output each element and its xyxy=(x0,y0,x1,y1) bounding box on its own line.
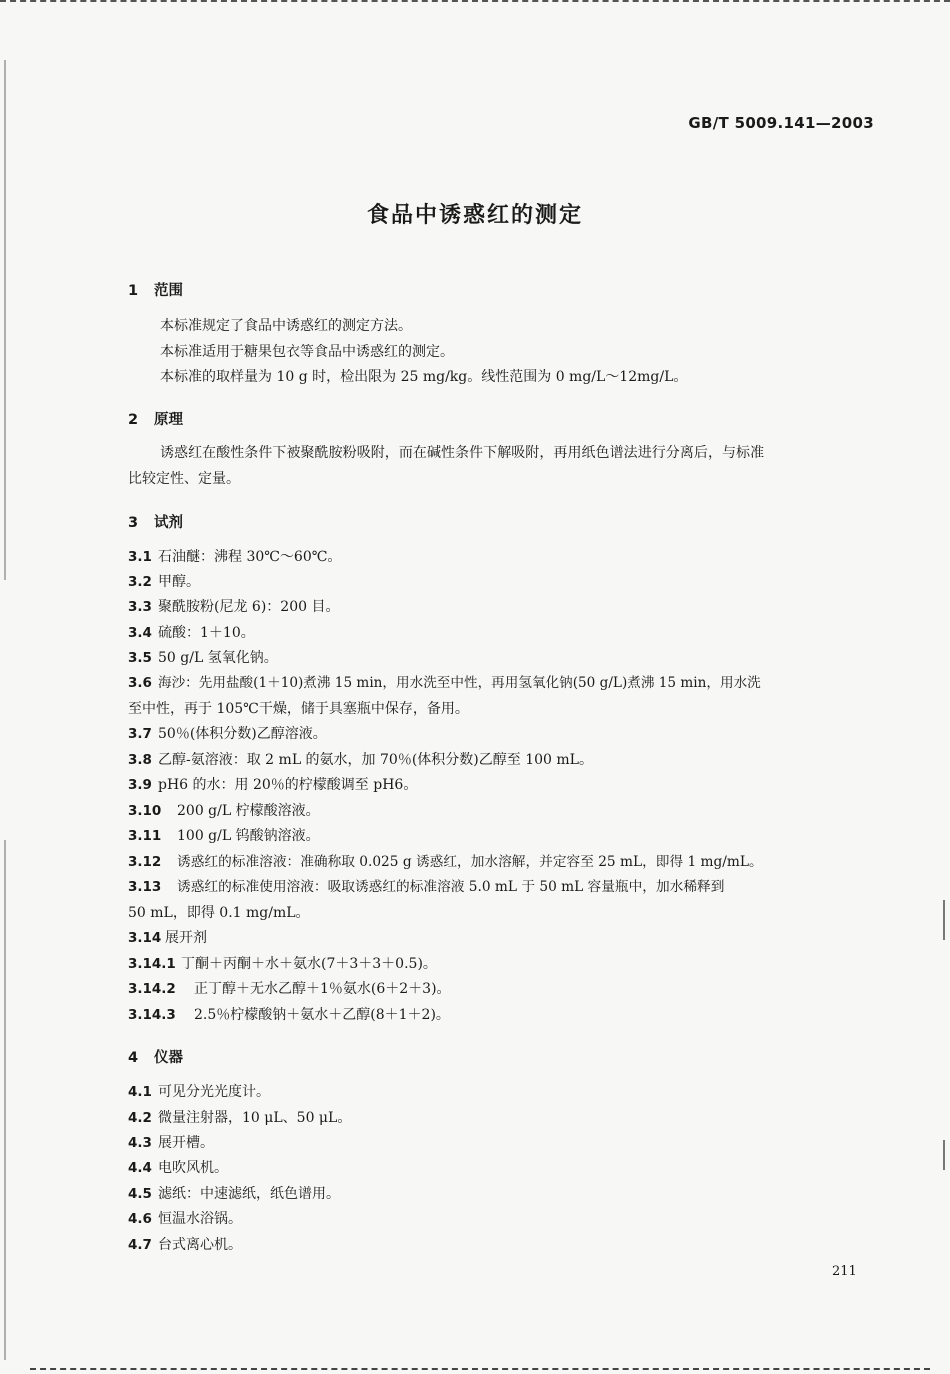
list-item xyxy=(128,877,724,897)
list-item xyxy=(128,852,763,872)
section-number: 4 xyxy=(128,1050,139,1066)
item-text: 石油醚：沸程 30℃～60℃。 xyxy=(158,549,342,565)
list-item xyxy=(128,801,320,821)
item-number: 3.8 xyxy=(128,752,152,768)
item-number: 4.2 xyxy=(128,1110,152,1126)
item-number: 4.1 xyxy=(128,1084,152,1100)
item-text: 诱惑红的标准使用溶液：吸取诱惑红的标准溶液 5.0 mL 于 50 mL 容量瓶中，加水稀释到 xyxy=(177,879,725,895)
list-item xyxy=(128,572,200,592)
item-number: 4.3 xyxy=(128,1135,152,1151)
section-title: 仪器 xyxy=(154,1050,183,1066)
item-text: 台式离心机。 xyxy=(158,1237,242,1253)
list-item xyxy=(128,928,207,948)
paragraph: 诱惑红在酸性条件下被聚酰胺粉吸附，而在碱性条件下解吸附，再用纸色谱法进行分离后，与标准 xyxy=(160,445,765,461)
scan-edge-top xyxy=(0,0,950,8)
scan-mark-right xyxy=(943,900,945,940)
item-number: 3.9 xyxy=(128,777,152,793)
scan-edge-bottom xyxy=(30,1366,930,1370)
item-number: 3.11 xyxy=(128,828,162,844)
section-title: 原理 xyxy=(154,412,183,428)
item-number: 4.6 xyxy=(128,1211,152,1227)
item-text: 微量注射器，10 μL、50 μL。 xyxy=(158,1110,352,1126)
list-item xyxy=(128,1108,351,1128)
item-number: 3.14.2 xyxy=(128,981,176,997)
page-number: 211 xyxy=(832,1264,857,1279)
list-item xyxy=(128,623,255,643)
paragraph-continuation: 比较定性、定量。 xyxy=(128,471,240,487)
item-text: 甲醇。 xyxy=(158,574,200,590)
section-heading xyxy=(128,1046,183,1067)
item-text: 滤纸：中速滤纸，纸色谱用。 xyxy=(158,1186,340,1202)
paragraph: 本标准规定了食品中诱惑红的测定方法。 xyxy=(160,318,412,334)
paragraph: 本标准的取样量为 10 g 时，检出限为 25 mg/kg。线性范围为 0 mg/L～12mg/L。 xyxy=(160,369,688,385)
item-text: 乙醇-氨溶液：取 2 mL 的氨水，加 70％(体积分数)乙醇至 100 mL。 xyxy=(158,752,593,768)
item-number: 3.1 xyxy=(128,549,152,565)
item-text: 诱惑红的标准溶液：准确称取 0.025 g 诱惑红，加水溶解，并定容至 25 mL，即得 1 mg/mL。 xyxy=(177,854,763,870)
list-item xyxy=(128,1082,270,1102)
list-item xyxy=(128,724,327,744)
item-text: 恒温水浴锅。 xyxy=(158,1211,242,1227)
item-number: 3.14 xyxy=(128,930,162,946)
section-title: 范围 xyxy=(154,283,183,299)
list-item xyxy=(128,648,278,668)
section-heading xyxy=(128,408,183,429)
item-number: 3.14.1 xyxy=(128,956,176,972)
item-number: 3.7 xyxy=(128,726,152,742)
item-text: 100 g/L 钨酸钠溶液。 xyxy=(177,828,320,844)
item-text: 200 g/L 柠檬酸溶液。 xyxy=(177,803,320,819)
item-text: 50％(体积分数)乙醇溶液。 xyxy=(158,726,327,742)
item-number: 3.10 xyxy=(128,803,162,819)
document-number: GB/T 5009.141—2003 xyxy=(688,114,874,132)
list-item xyxy=(128,750,593,770)
list-item xyxy=(128,826,320,846)
section-title: 试剂 xyxy=(154,515,183,531)
item-number: 3.6 xyxy=(128,675,152,691)
item-number: 4.7 xyxy=(128,1237,152,1253)
list-item xyxy=(128,979,451,999)
item-text: 可见分光光度计。 xyxy=(158,1084,270,1100)
item-text: 50 g/L 氢氧化钠。 xyxy=(158,650,278,666)
item-number: 3.3 xyxy=(128,599,152,615)
list-item xyxy=(128,597,339,617)
paragraph: 本标准适用于糖果包衣等食品中诱惑红的测定。 xyxy=(160,344,454,360)
item-number: 3.2 xyxy=(128,574,152,590)
item-text: 展开槽。 xyxy=(158,1135,214,1151)
item-text: 聚酰胺粉(尼龙 6)：200 目。 xyxy=(158,599,340,615)
item-text: pH6 的水：用 20％的柠檬酸调至 pH6。 xyxy=(158,777,418,793)
list-item xyxy=(128,1133,214,1153)
list-item xyxy=(128,547,341,567)
section-heading xyxy=(128,279,183,300)
list-item xyxy=(128,1235,242,1255)
item-number: 3.5 xyxy=(128,650,152,666)
page-title: 食品中诱惑红的测定 xyxy=(366,203,583,228)
item-number: 3.14.3 xyxy=(128,1007,176,1023)
list-item xyxy=(128,1005,450,1025)
list-item-continuation: 50 mL，即得 0.1 mg/mL。 xyxy=(128,905,310,921)
item-number: 4.4 xyxy=(128,1160,152,1176)
section-number: 2 xyxy=(128,412,139,428)
list-item xyxy=(128,1209,242,1229)
item-text: 2.5％柠檬酸钠＋氨水＋乙醇(8＋1＋2)。 xyxy=(194,1007,450,1023)
section-number: 1 xyxy=(128,283,139,299)
section-heading xyxy=(128,511,183,532)
item-text: 海沙：先用盐酸(1＋10)煮沸 15 min，用水洗至中性，再用氢氧化钠(50 g/L)煮沸 15 min，用水洗 xyxy=(158,675,761,691)
list-item xyxy=(128,673,761,693)
list-item xyxy=(128,775,417,795)
item-text: 正丁醇＋无水乙醇＋1％氨水(6＋2＋3)。 xyxy=(194,981,451,997)
item-number: 3.4 xyxy=(128,625,152,641)
section-number: 3 xyxy=(128,515,139,531)
item-number: 4.5 xyxy=(128,1186,152,1202)
item-text: 电吹风机。 xyxy=(158,1160,228,1176)
item-text: 展开剂 xyxy=(165,930,207,946)
scan-edge-left xyxy=(4,60,6,1360)
list-item xyxy=(128,1158,228,1178)
list-item xyxy=(128,1184,340,1204)
list-item-continuation: 至中性，再于 105℃干燥，储于具塞瓶中保存，备用。 xyxy=(128,701,469,717)
list-item xyxy=(128,954,437,974)
item-number: 3.12 xyxy=(128,854,162,870)
scan-mark-right xyxy=(943,1140,945,1170)
item-text: 丁酮＋丙酮＋水＋氨水(7＋3＋3＋0.5)。 xyxy=(181,956,437,972)
item-text: 硫酸：1＋10。 xyxy=(158,625,255,641)
item-number: 3.13 xyxy=(128,879,162,895)
